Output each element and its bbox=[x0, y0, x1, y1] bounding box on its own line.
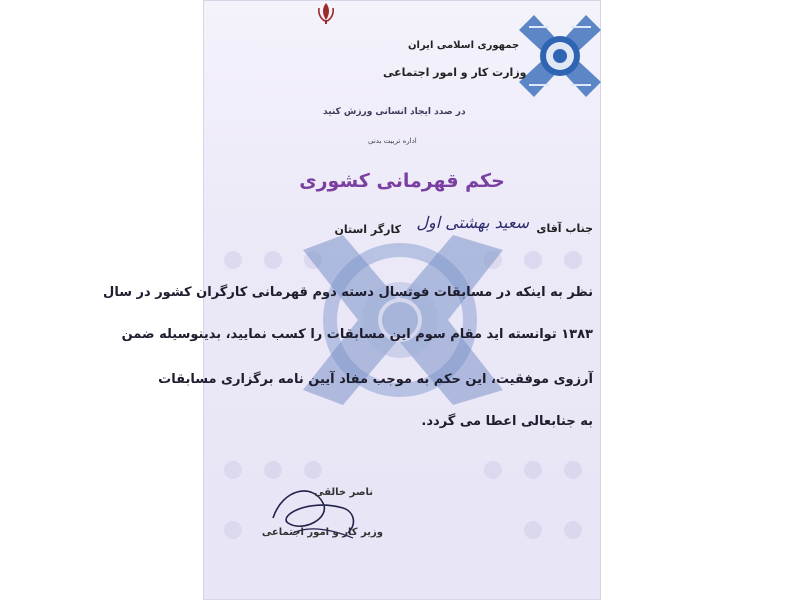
certificate-title: حکم قهرمانی کشوری bbox=[299, 170, 505, 192]
salutation: جناب آقای bbox=[536, 222, 593, 235]
office-note: اداره تربیت بدنی bbox=[368, 137, 417, 145]
certificate bbox=[103, 0, 601, 600]
signer-name: ناصر خالقی bbox=[314, 487, 373, 498]
ministry-title: وزارت کار و امور اجتماعی bbox=[383, 66, 527, 79]
body-line-4: به جنابعالی اعطا می گردد. bbox=[421, 414, 593, 429]
signer-title: وزیر کار و امور اجتماعی bbox=[261, 527, 383, 538]
body-line-2: ۱۳۸۳ توانسته اید مقام سوم این مسابقات را کسب نمایید، بدینوسیله ضمن bbox=[121, 327, 593, 342]
slogan: در صدد ایجاد انسانی ورزش کنید bbox=[323, 107, 466, 117]
body-line-3: آرزوی موفقیت، این حکم به موجب مفاد آیین نامه برگزاری مسابقات bbox=[158, 372, 593, 387]
recipient-name: سعید بهشتی اول bbox=[416, 213, 529, 232]
iran-emblem-icon bbox=[313, 0, 339, 26]
recipient-job: کارگر استان bbox=[334, 223, 401, 236]
body-line-1: نظر به اینکه در مسابقات فوتسال دسته دوم قهرمانی کارگران کشور در سال bbox=[103, 285, 593, 300]
ministry-logo-icon bbox=[519, 15, 601, 97]
republic-title: جمهوری اسلامی ایران bbox=[408, 40, 520, 51]
